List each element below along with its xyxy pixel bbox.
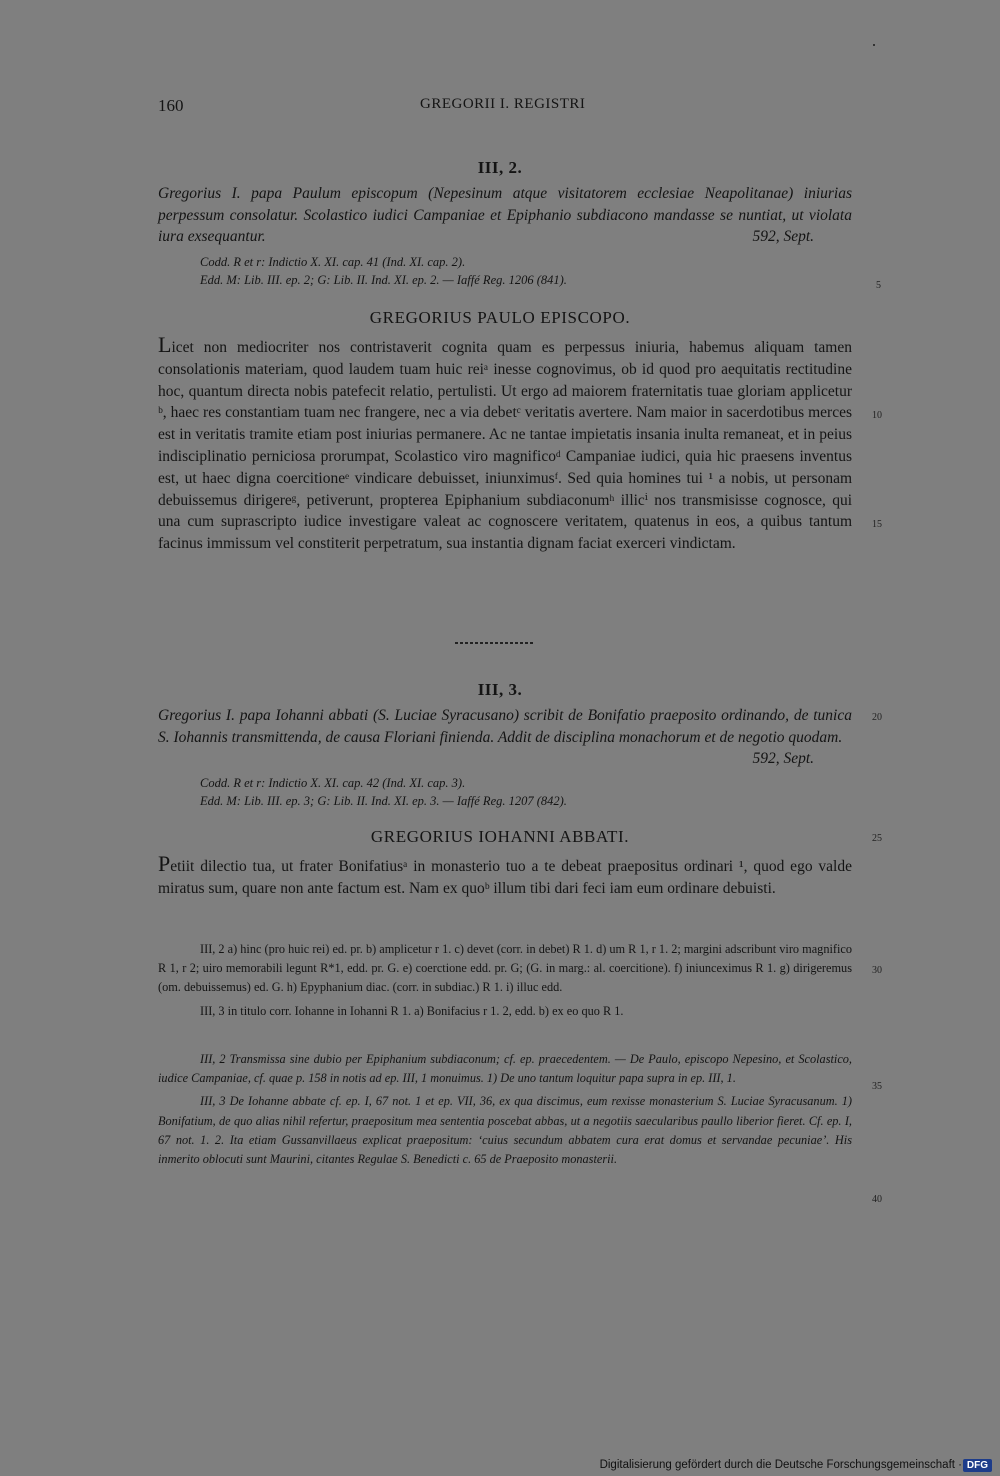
summary-text: Gregorius I. papa Iohanni abbati (S. Luciae Syracusano) scribit de Bonifatio praeposito ordinando, de tunica S. Iohannis transmittenda, de causa Floriani finienda. Addit de disciplina monachorum et de negotio quodam. [158, 707, 852, 746]
apparatus-note: III, 2 a) hinc (pro huic rei) ed. pr. b) amplicetur r 1. c) devet (corr. in debet) R 1. d) um R 1, r 1. 2; margini adscribunt viro magnifico R 1, r 2; uiro memorabili legunt R*1, edd. pr. G. e) coerctione edd. pr. G; (G. in marg.: al. coercitione). f) iniunceximus R 1. g) dirigeremus (om. debuissemus) ed. G. h) Epyphanium diac. (corr. in subdiac.) R 1. i) illuc edd. [158, 942, 852, 995]
body-text: etiit dilectio tua, ut frater Bonifatiusᵃ in monasterio tuo a te debeat praepositus ordinari ¹, quod ego valde miratus sum, quare non ante factum est. Nam ex quoᵇ illum tibi dari feci iam eum ordinare debuisti. [158, 858, 852, 897]
letter-body [158, 853, 852, 900]
line-number: 5 [876, 280, 881, 291]
editions-line: Edd. M: Lib. III. ep. 2; G: Lib. II. Ind. XI. ep. 2. — Iaffé Reg. 1206 (841). [200, 273, 567, 287]
letter-body [158, 334, 852, 555]
initial-letter: P [158, 851, 171, 876]
codices-line: Codd. R et r: Indictio X. XI. cap. 42 (Ind. XI. cap. 3). [200, 776, 466, 790]
running-title: GREGORII I. REGISTRI [420, 96, 586, 112]
letter-addressee: GREGORIUS IOHANNI ABBATI. [370, 827, 630, 846]
letter-summary [158, 705, 852, 770]
line-number: 35 [872, 1081, 882, 1092]
letter-date: 592, Sept. [752, 750, 814, 767]
apparatus-note: III, 3 in titulo corr. Iohanne in Iohanni R 1. a) Bonifacius r 1. 2, edd. b) ex eo quo R 1. [200, 1003, 624, 1018]
letter-addressee: GREGORIUS PAULO EPISCOPO. [369, 308, 631, 327]
letter-summary [158, 183, 852, 248]
line-number: 15 [872, 519, 882, 530]
line-number: 30 [872, 965, 882, 976]
letter-date: 592, Sept. [752, 228, 814, 245]
body-text: icet non mediocriter nos contristaverit cognita quam es perpessus iniuria, habemus aliquam tamen consolationis materiam, quod laudem tuam huic reiᵃ inesse cognovimus, ob id quod pro aequitatis rectitudine hoc, quantum directa nobis patefecit relatio, pertulisti. Ut ergo ad maiorem fraternitatis tuae gloriam applicetur ᵇ, haec res constantiam tuam nec frangere, nec a via debetᶜ veritatis avertere. Nam maior in sacerdotibus merces est in veritatis tramite etiam post iniurias permanere. Ac ne tantae impietatis insania inulta remaneat, et in peius indisciplinatio perniciosa prorumpat, Scolastico viro magnificoᵈ Campaniae iudici, quia hic praesens inventus est, ut haec digna coercitioneᵉ vindicare debuisset, iniunximusᶠ. Sed quia homines tui ¹ a nobis, ut personam debuissemus dirigereᵍ, petiverunt, propterea Epiphanium subdiaconumʰ illicⁱ nos transmisisse cognosce, qui una cum suprascripto iudice investigare valeat ac cognoscere veritatem, quatenus in eos, a quibus tantum facinus immissum vel constiterit perpetratum, sua instantia dignam faciat exerceri vindictam. [158, 339, 852, 553]
page-number: 160 [158, 96, 184, 115]
section-divider [455, 642, 535, 644]
commentary-note: III, 2 Transmissa sine dubio per Epiphanium subdiaconum; cf. ep. praecedentem. — De Paulo, episcopo Nepesino, et Scolastico, iudice Campaniae, cf. quae p. 158 in notis ad ep. III, 1 monuimus. 1) De uno tantum loquitur papa supra in ep. III, 1. [158, 1052, 852, 1086]
speck [873, 44, 875, 46]
commentary-notes [158, 1050, 852, 1173]
commentary-note: III, 3 De Iohanne abbate cf. ep. I, 67 not. 1 et ep. VII, 36, ex qua discimus, eum rexisse monasterium S. Luciae Syracusanum. 1) Bonifatium, de quo alias nihil refertur, praepositum mea sententia poscebat abbas, ut a negotiis saecularibus paullo liberior fieret. Cf. ep. I, 67 not. 1. 2. Ita etiam Gussanvillaeus explicat praepositum: ‘cuius secundum abbatem cura erat domus et servandae pecuniae’. His inmerito oblocuti sunt Maurini, citantes Regulae S. Benedicti c. 65 de Praeposito monasterii. [158, 1094, 852, 1167]
codices-line: Codd. R et r: Indictio X. XI. cap. 41 (Ind. XI. cap. 2). [200, 255, 466, 269]
critical-apparatus [158, 940, 852, 1025]
letter-number: III, 3. [477, 680, 523, 699]
line-number: 25 [872, 833, 882, 844]
line-number: 20 [872, 712, 882, 723]
initial-letter: L [158, 332, 172, 357]
line-number: 10 [872, 410, 882, 421]
line-number: 40 [872, 1194, 882, 1205]
letter-number: III, 2. [477, 158, 523, 177]
digitization-credit: Digitalisierung gefördert durch die Deutsche Forschungsgemeinschaft · [599, 1459, 962, 1471]
editions-line: Edd. M: Lib. III. ep. 3; G: Lib. II. Ind. XI. ep. 3. — Iaffé Reg. 1207 (842). [200, 794, 567, 808]
dfg-logo: DFG [963, 1459, 992, 1472]
summary-text: Gregorius I. papa Paulum episcopum (Nepesinum atque visitatorem ecclesiae Neapolitanae) iniurias perpessum consolatur. Scolastico iudici Campaniae et Epiphanio subdiacono mandasse se nuntiat, ut violata iura exsequantur. [158, 185, 852, 245]
